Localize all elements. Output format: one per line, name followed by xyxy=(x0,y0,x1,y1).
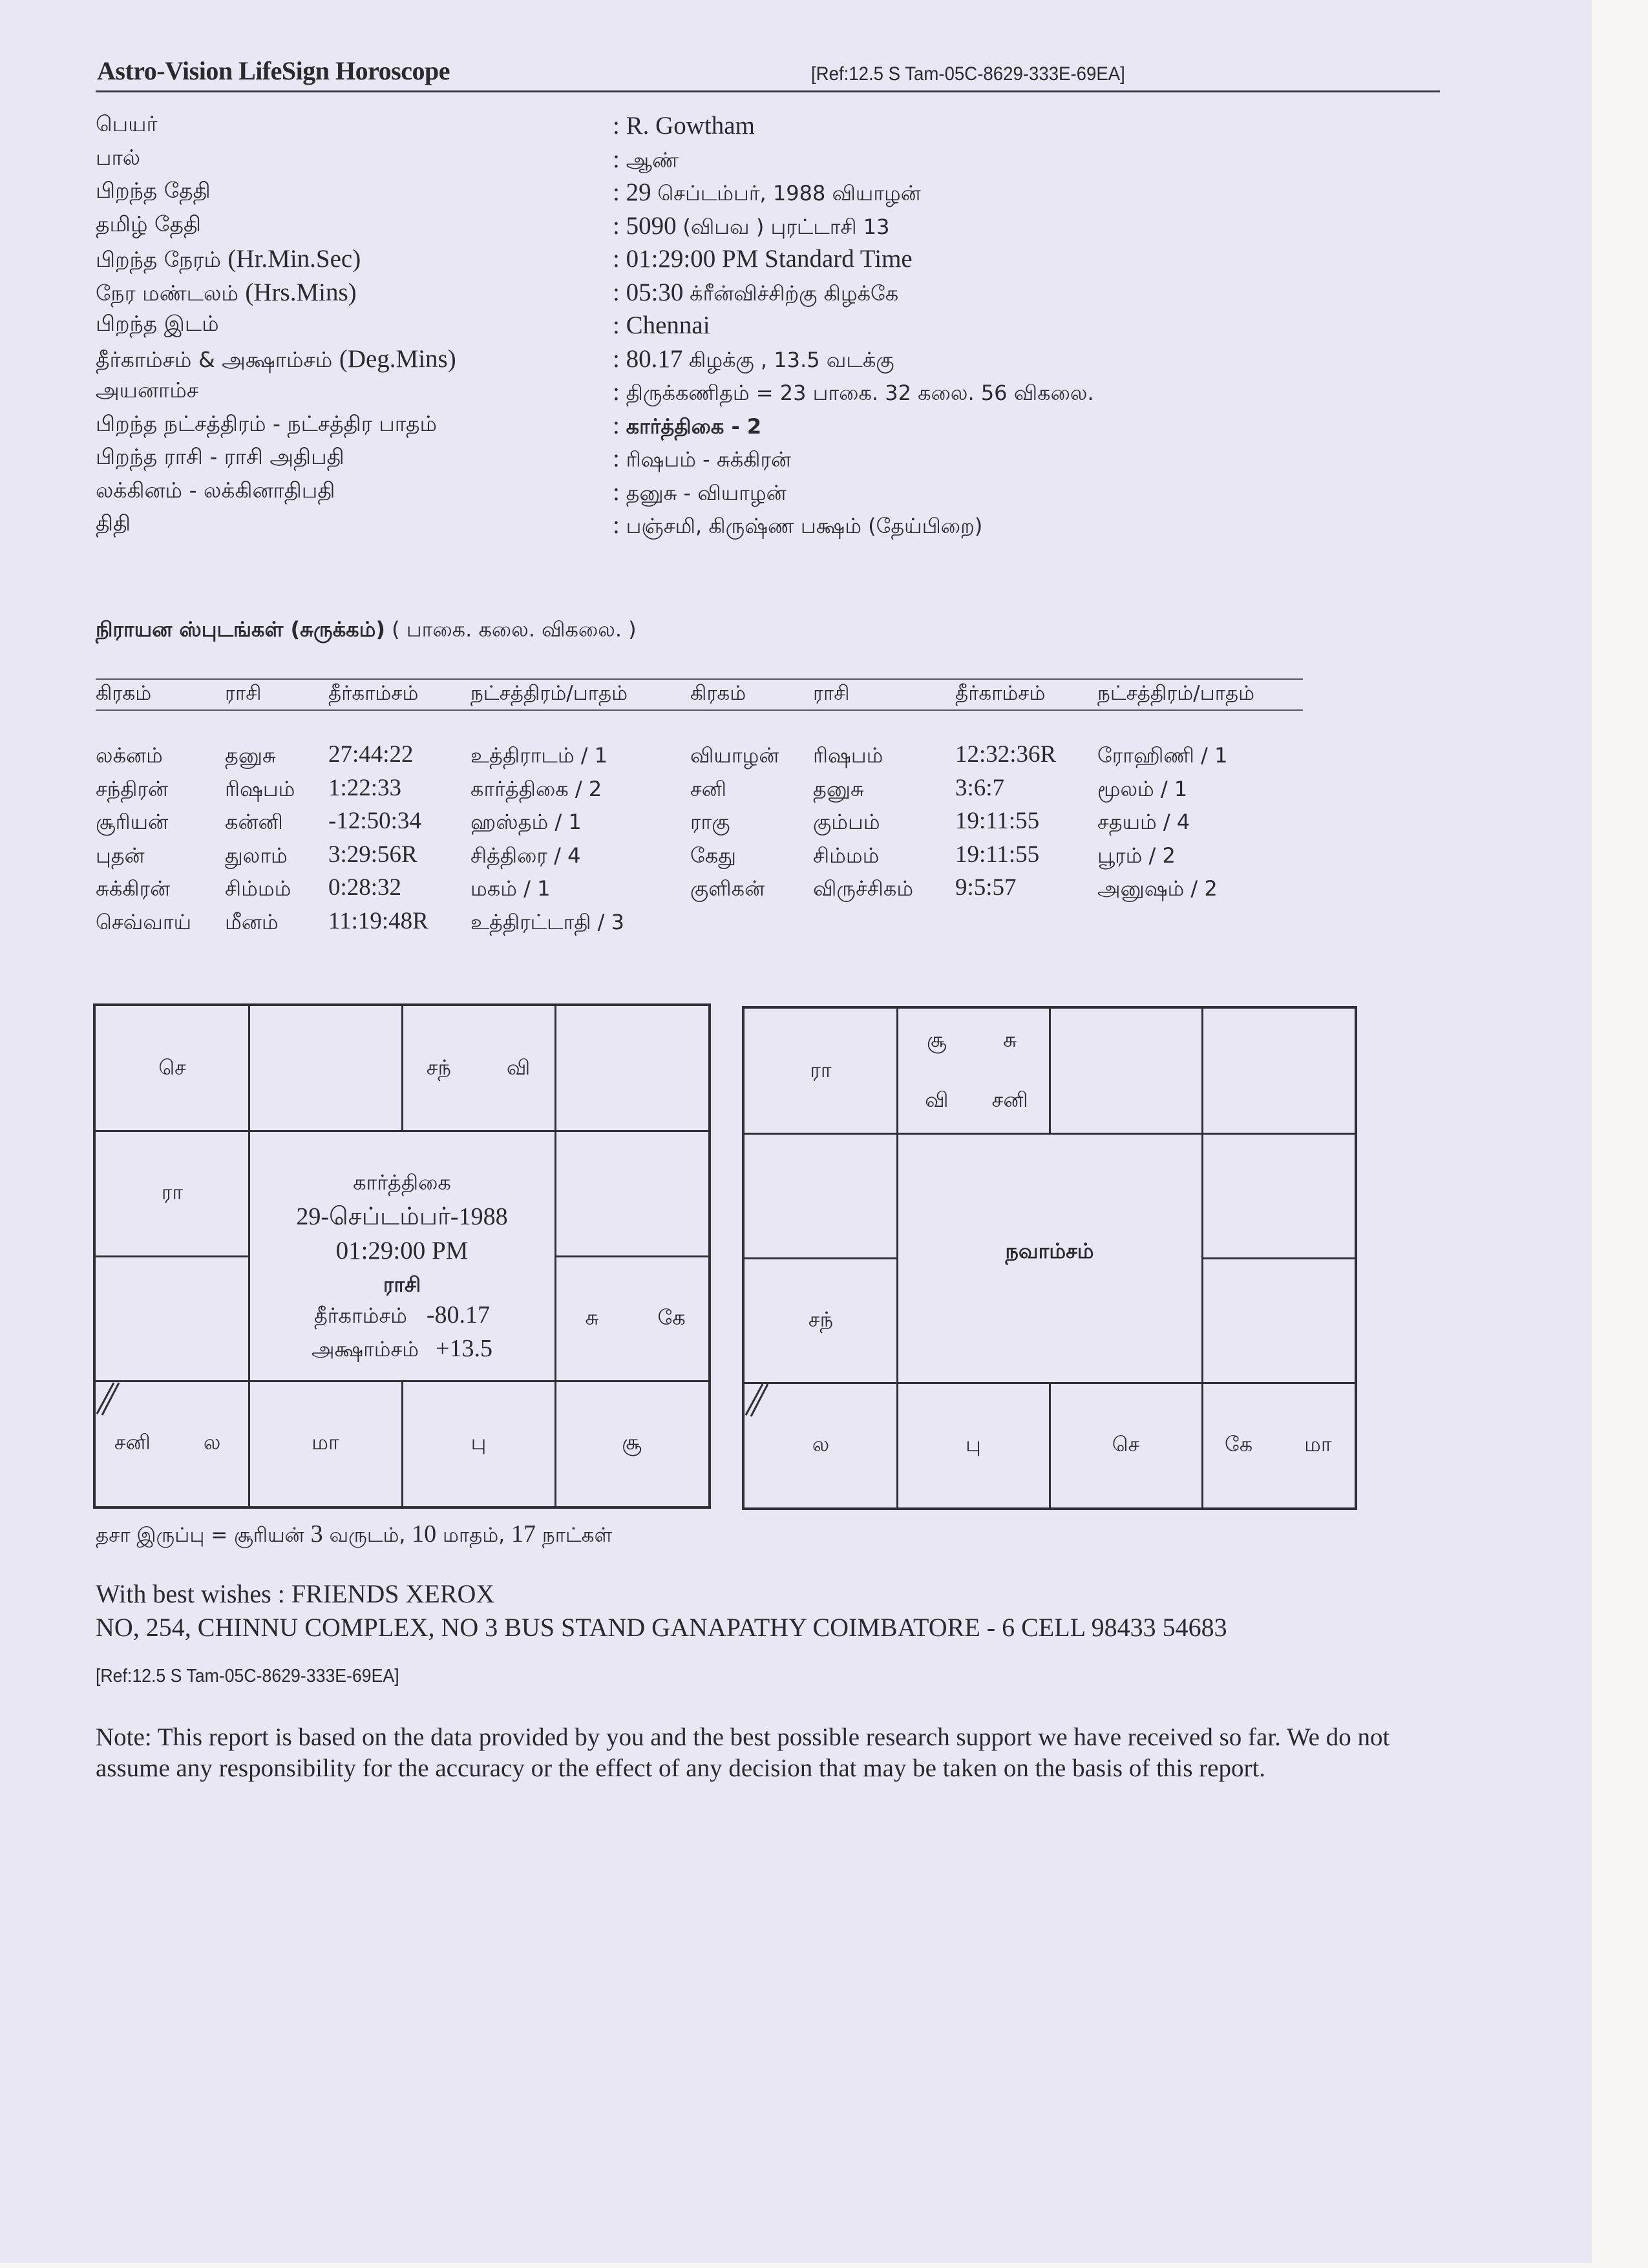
chart-house xyxy=(555,1381,708,1507)
planet-abbr: சனி xyxy=(114,1430,151,1455)
rasi-chart xyxy=(93,1003,711,1509)
chart-house xyxy=(745,1383,897,1507)
detail-value xyxy=(613,145,679,175)
detail-label xyxy=(96,510,131,539)
detail-value-ta: க்ரீன்விச்சிற்கு கிழக்கே xyxy=(690,280,899,306)
detail-label-ta: அயனாம்ச xyxy=(96,377,199,403)
detail-value-ta: கார்த்திகை - 2 xyxy=(626,414,762,439)
table-cell: -12:50:34 xyxy=(328,808,421,834)
dasa-days-unit: நாட்கள் xyxy=(536,1524,613,1547)
table-cell: சித்திரை / 4 xyxy=(470,843,581,868)
detail-value-text: : xyxy=(613,445,626,472)
dasa-balance xyxy=(96,1520,612,1549)
table-cell: லக்னம் xyxy=(96,743,163,768)
detail-value-text: : 80.17 xyxy=(613,344,690,373)
table-header-cell: கிரகம் xyxy=(96,682,152,705)
planet-abbr: சந் xyxy=(808,1307,834,1332)
table-cell: சதயம் / 4 xyxy=(1097,810,1190,834)
table-cell: மகம் / 1 xyxy=(470,876,551,901)
table-cell: 1:22:33 xyxy=(328,774,402,801)
planet-abbr: கே xyxy=(1225,1431,1253,1456)
chart-house xyxy=(96,1381,249,1507)
table-header-cell: நட்சத்திரம்/பாதம் xyxy=(470,682,628,705)
detail-label xyxy=(96,178,211,206)
table-cell: அனுஷம் / 2 xyxy=(1097,876,1218,901)
detail-value-text: : xyxy=(613,378,626,406)
chart-house xyxy=(555,1256,708,1381)
table-cell: செவ்வாய் xyxy=(96,909,192,934)
table-cell: உத்திரட்டாதி / 3 xyxy=(470,909,624,934)
table-cell: துலாம் xyxy=(225,843,288,868)
table-cell: ரிஷபம் xyxy=(813,743,883,768)
table-cell: பூரம் / 2 xyxy=(1097,843,1176,868)
chart-house xyxy=(1202,1133,1355,1258)
table-cell: சூரியன் xyxy=(96,810,169,834)
planet-abbr: மா xyxy=(312,1430,339,1455)
planet-abbr: செ xyxy=(1112,1431,1140,1456)
detail-label xyxy=(96,478,335,506)
nirayana-subtitle: ( பாகை. கலை. விகலை. ) xyxy=(385,617,637,642)
dasa-months-unit: மாதம், xyxy=(436,1524,512,1547)
detail-value xyxy=(613,377,1094,408)
detail-value-ta: ஆண் xyxy=(626,147,679,173)
detail-value-ta: (விபவ ) புரட்டாசி 13 xyxy=(682,214,890,239)
planet-abbr: ல xyxy=(203,1430,221,1455)
detail-value-text: : xyxy=(613,411,626,439)
planet-abbr: சூ xyxy=(927,1027,947,1053)
longitude-label: தீர்காம்சம் xyxy=(313,1303,407,1328)
nirayana-heading xyxy=(96,617,637,644)
detail-value-ta: தனுசு - வியாழன் xyxy=(626,480,787,505)
table-cell: சிம்மம் xyxy=(225,876,291,901)
table-header-rule xyxy=(96,709,1303,711)
planet-abbr: பு xyxy=(470,1430,487,1455)
chart-house xyxy=(555,1131,708,1257)
detail-label-ta: லக்கினம் - லக்கினாதிபதி xyxy=(96,477,335,503)
table-cell: 27:44:22 xyxy=(328,741,414,768)
table-cell: சிம்மம் xyxy=(813,843,880,868)
detail-label xyxy=(96,211,201,240)
table-cell: விருச்சிகம் xyxy=(813,876,914,901)
detail-label-ta: பிறந்த இடம் xyxy=(96,311,219,336)
chart-house xyxy=(249,1006,402,1131)
planet-abbr: ரா xyxy=(161,1180,184,1205)
chart-house xyxy=(96,1256,249,1381)
table-cell: தனுசு xyxy=(225,743,276,768)
footer-ref: [Ref:12.5 S Tam-05C-8629-333E-69EA] xyxy=(96,1666,399,1686)
header-rule xyxy=(96,90,1440,92)
latitude-value: +13.5 xyxy=(436,1334,492,1362)
center-latitude xyxy=(249,1334,555,1364)
navamsa-center xyxy=(897,1133,1202,1383)
planet-abbr: சு xyxy=(1003,1027,1017,1053)
shop-address: NO, 254, CHINNU COMPLEX, NO 3 BUS STAND GANAPATHY COIMBATORE - 6 CELL 98433 54683 xyxy=(96,1613,1227,1642)
detail-label-ta: பிறந்த ராசி - ராசி அதிபதி xyxy=(96,444,344,469)
table-header-cell: ராசி xyxy=(225,682,262,705)
table-cell: ரிஷபம் xyxy=(225,776,295,801)
planet-abbr: ல xyxy=(812,1431,830,1456)
disclaimer-note: Note: This report is based on the data provided by you and the best possible research support we have received so far. We do not assume any responsibility for the accuracy or the effect of any decision that may be taken on the basis of this report. xyxy=(96,1723,1390,1782)
chart-house xyxy=(745,1258,897,1383)
chart-house xyxy=(402,1381,555,1507)
chart-house xyxy=(249,1381,402,1507)
chart-house xyxy=(1050,1009,1202,1133)
detail-value xyxy=(613,244,913,273)
table-cell: வியாழன் xyxy=(690,743,779,768)
detail-label xyxy=(96,111,158,140)
chart-house xyxy=(555,1006,708,1131)
detail-value xyxy=(613,411,761,441)
dasa-months: 10 xyxy=(412,1520,437,1548)
detail-value-text: : R. Gowtham xyxy=(613,112,755,140)
detail-value-text: : 05:30 xyxy=(613,278,690,306)
detail-label-ta: பிறந்த நேரம் xyxy=(96,247,228,272)
detail-value xyxy=(613,344,894,375)
table-cell: ஹஸ்தம் / 1 xyxy=(470,810,582,834)
center-date: 29-செப்டம்பர்-1988 xyxy=(296,1202,508,1230)
table-cell: சுக்கிரன் xyxy=(96,876,171,901)
detail-value xyxy=(613,111,755,140)
table-cell: ரோஹிணி / 1 xyxy=(1097,743,1228,768)
table-cell: ராகு xyxy=(690,810,730,834)
detail-value-text: : xyxy=(613,478,626,506)
table-cell: 19:11:55 xyxy=(955,841,1040,868)
table-cell: தனுசு xyxy=(813,776,864,801)
detail-value xyxy=(613,178,921,208)
planet-abbr: பு xyxy=(966,1431,981,1456)
planet-abbr: வி xyxy=(925,1087,949,1112)
detail-label-ta: நேர மண்டலம் xyxy=(96,280,246,306)
detail-label xyxy=(96,278,357,309)
detail-label-ta: தீர்காம்சம் & அக்ஷாம்சம் xyxy=(96,346,339,372)
dasa-years: 3 xyxy=(310,1520,323,1548)
table-cell: சனி xyxy=(690,776,726,801)
table-header-cell: தீர்காம்சம் xyxy=(955,682,1046,705)
detail-label xyxy=(96,344,456,375)
detail-value xyxy=(613,510,982,541)
table-cell: 3:29:56R xyxy=(328,841,417,868)
navamsa-chart xyxy=(742,1006,1357,1510)
table-cell: கன்னி xyxy=(225,810,283,834)
table-cell: 12:32:36R xyxy=(955,741,1057,768)
table-cell: 0:28:32 xyxy=(328,874,402,901)
detail-label xyxy=(96,411,437,439)
planet-abbr: சந் xyxy=(426,1055,451,1080)
table-cell: மீனம் xyxy=(225,909,279,934)
chart-house xyxy=(897,1383,1050,1507)
detail-value xyxy=(613,478,787,508)
table-cell: உத்திராடம் / 1 xyxy=(470,743,608,768)
detail-value-ta: கிழக்கு , 13.5 வடக்கு xyxy=(689,347,894,372)
detail-label-ta: பிறந்த தேதி xyxy=(96,178,211,203)
planet-abbr: சூ xyxy=(622,1430,642,1455)
navamsa-title: நவாம்சம் xyxy=(1005,1239,1094,1263)
chart-house xyxy=(745,1133,897,1258)
detail-label-en: (Hrs.Mins) xyxy=(245,278,357,306)
table-cell: மூலம் / 1 xyxy=(1097,776,1188,801)
detail-value-text: : 29 xyxy=(613,178,658,206)
table-cell: 9:5:57 xyxy=(955,874,1017,901)
detail-value xyxy=(613,278,898,308)
detail-label xyxy=(96,145,140,173)
detail-label-ta: பால் xyxy=(96,144,141,170)
chart-house xyxy=(1050,1383,1202,1507)
detail-label xyxy=(96,377,198,406)
table-top-rule xyxy=(96,678,1303,680)
planet-abbr: சு xyxy=(585,1305,599,1330)
latitude-label: அக்ஷாம்சம் xyxy=(312,1336,419,1361)
detail-label-en: (Hr.Min.Sec) xyxy=(227,245,361,273)
planet-abbr: சனி xyxy=(991,1087,1028,1112)
planet-abbr: மா xyxy=(1304,1431,1332,1456)
center-longitude xyxy=(249,1301,555,1330)
report-ref: [Ref:12.5 S Tam-05C-8629-333E-69EA] xyxy=(811,63,1125,85)
detail-value xyxy=(613,211,889,242)
detail-value-ta: பஞ்சமி, கிருஷ்ண பக்ஷம் (தேய்பிறை) xyxy=(626,514,983,538)
detail-label xyxy=(96,311,219,339)
detail-label-ta: பெயர் xyxy=(96,111,158,136)
planet-abbr: செ xyxy=(158,1055,186,1080)
table-cell: கேது xyxy=(690,843,736,868)
center-nakshatra: கார்த்திகை xyxy=(353,1170,451,1195)
dasa-years-unit: வருடம், xyxy=(322,1524,412,1547)
table-cell: குளிகன் xyxy=(690,876,765,901)
nirayana-title: நிராயன ஸ்புடங்கள் (சுருக்கம்) xyxy=(96,617,385,642)
center-title: ராசி xyxy=(383,1272,421,1297)
chart-house xyxy=(402,1006,555,1131)
chart-house xyxy=(1202,1009,1355,1133)
dasa-days: 17 xyxy=(511,1520,536,1548)
chart-house xyxy=(1202,1383,1355,1507)
detail-label-ta: பிறந்த நட்சத்திரம் - நட்சத்திர பாதம் xyxy=(96,410,438,436)
report-title: Astro-Vision LifeSign Horoscope xyxy=(97,56,450,85)
longitude-value: -80.17 xyxy=(426,1301,491,1328)
detail-value-text: : xyxy=(613,145,626,173)
table-header-cell: ராசி xyxy=(813,682,850,705)
detail-label xyxy=(96,444,344,472)
chart-house xyxy=(897,1009,1050,1133)
chart-house xyxy=(745,1009,897,1133)
detail-value-text: : 01:29:00 PM Standard Time xyxy=(613,245,913,273)
planet-abbr: கே xyxy=(657,1305,686,1330)
detail-value-ta: திருக்கணிதம் = 23 பாகை. 32 கலை. 56 விகலை. xyxy=(626,381,1094,405)
table-header-cell: கிரகம் xyxy=(690,682,746,705)
table-header-cell: நட்சத்திரம்/பாதம் xyxy=(1097,682,1255,705)
best-wishes: With best wishes : FRIENDS XEROX xyxy=(96,1579,495,1608)
detail-label-ta: தமிழ் தேதி xyxy=(96,211,201,236)
table-cell: சந்திரன் xyxy=(96,776,169,801)
detail-label-en: (Deg.Mins) xyxy=(339,344,456,373)
detail-value-ta: செப்டம்பர், 1988 வியாழன் xyxy=(657,181,921,205)
table-cell: புதன் xyxy=(96,843,145,868)
detail-value xyxy=(613,311,710,340)
chart-house xyxy=(1202,1258,1355,1383)
chart-house xyxy=(96,1006,249,1131)
table-cell: 11:19:48R xyxy=(328,907,428,934)
detail-label-ta: திதி xyxy=(96,510,131,536)
detail-value-ta: ரிஷபம் - சுக்கிரன் xyxy=(626,447,792,472)
chart-house xyxy=(96,1131,249,1257)
table-header-cell: தீர்காம்சம் xyxy=(328,682,419,705)
table-cell: கார்த்திகை / 2 xyxy=(470,776,602,801)
rasi-center xyxy=(249,1131,555,1381)
detail-label xyxy=(96,244,361,275)
detail-value-text: : xyxy=(613,511,626,539)
table-cell: கும்பம் xyxy=(813,810,880,834)
center-time: 01:29:00 PM xyxy=(335,1236,469,1265)
detail-value-text: : Chennai xyxy=(613,311,710,339)
detail-value xyxy=(613,444,791,474)
table-cell: 3:6:7 xyxy=(955,774,1005,801)
table-cell: 19:11:55 xyxy=(955,808,1040,834)
detail-value-text: : 5090 xyxy=(613,211,683,240)
planet-abbr: வி xyxy=(506,1055,531,1080)
planet-abbr: ரா xyxy=(810,1057,832,1082)
dasa-label: தசா இருப்பு = சூரியன் xyxy=(96,1524,311,1547)
